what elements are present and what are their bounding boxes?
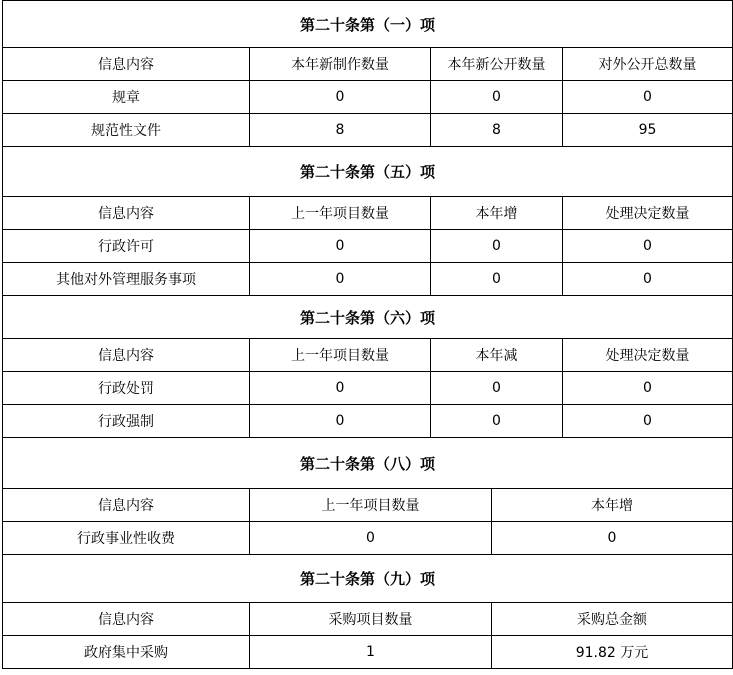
header-cell: 信息内容 [3,603,250,636]
table-cell: 0 [563,405,733,438]
header-cell: 采购项目数量 [250,603,492,636]
section-title-row [3,438,733,489]
header-cell: 对外公开总数量 [563,48,733,81]
disclosure-table [2,0,733,669]
section-title-row [3,147,733,197]
table-row [3,81,733,114]
header-cell: 信息内容 [3,489,250,522]
section-title-row [3,1,733,48]
row-label: 行政事业性收费 [3,522,250,555]
table-row [3,522,733,555]
header-row [3,489,733,522]
header-row [3,48,733,81]
header-cell: 上一年项目数量 [250,489,492,522]
row-label: 规范性文件 [3,114,250,147]
table-cell: 0 [431,263,563,296]
table-cell: 8 [431,114,563,147]
header-cell: 本年减 [431,339,563,372]
table-cell: 0 [563,372,733,405]
row-label: 行政处罚 [3,372,250,405]
header-cell: 本年新公开数量 [431,48,563,81]
header-row [3,603,733,636]
table-cell: 0 [431,405,563,438]
section-title: 第二十条第（一）项 [3,1,733,48]
header-cell: 处理决定数量 [563,339,733,372]
table-cell: 0 [563,81,733,114]
table-row [3,230,733,263]
table-row [3,636,733,669]
section-title: 第二十条第（八）项 [3,438,733,489]
section-title: 第二十条第（六）项 [3,296,733,339]
section-title-row [3,555,733,603]
header-cell: 上一年项目数量 [250,197,431,230]
table-cell: 1 [250,636,492,669]
table-cell: 8 [250,114,431,147]
table-cell: 0 [250,81,431,114]
table-cell: 0 [250,230,431,263]
header-cell: 上一年项目数量 [250,339,431,372]
header-row [3,197,733,230]
table-cell: 0 [431,230,563,263]
table-cell: 0 [250,405,431,438]
table-cell: 0 [563,263,733,296]
section-title-row [3,296,733,339]
row-label: 政府集中采购 [3,636,250,669]
header-cell: 处理决定数量 [563,197,733,230]
table-row [3,405,733,438]
header-cell: 本年增 [431,197,563,230]
header-cell: 本年新制作数量 [250,48,431,81]
section-title: 第二十条第（五）项 [3,147,733,197]
table-cell: 0 [492,522,733,555]
row-label: 规章 [3,81,250,114]
header-row [3,339,733,372]
table-cell: 0 [250,522,492,555]
header-cell: 信息内容 [3,197,250,230]
table-cell: 91.82 万元 [492,636,733,669]
table-cell: 0 [250,372,431,405]
section-title: 第二十条第（九）项 [3,555,733,603]
table-cell: 95 [563,114,733,147]
table-cell: 0 [431,81,563,114]
table-row [3,372,733,405]
table-row [3,114,733,147]
table-cell: 0 [250,263,431,296]
table-cell: 0 [431,372,563,405]
table-cell: 0 [563,230,733,263]
row-label: 行政强制 [3,405,250,438]
header-cell: 采购总金额 [492,603,733,636]
row-label: 其他对外管理服务事项 [3,263,250,296]
table-row [3,263,733,296]
row-label: 行政许可 [3,230,250,263]
header-cell: 信息内容 [3,48,250,81]
header-cell: 本年增 [492,489,733,522]
header-cell: 信息内容 [3,339,250,372]
